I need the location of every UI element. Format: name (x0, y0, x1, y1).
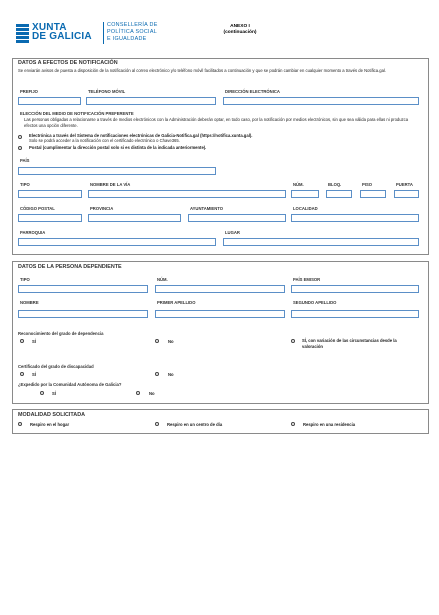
street-type-field[interactable] (18, 190, 82, 198)
first-surname-label: PRIMER APELLIDO (157, 300, 196, 305)
notification-section (12, 58, 429, 255)
respite-daycenter-label: Respiro en un centro de día (167, 422, 223, 427)
name-field[interactable] (18, 310, 148, 318)
logo-line1: XUNTA (32, 22, 67, 33)
prefix-field[interactable] (18, 97, 81, 105)
conselleria-line2: POLÍTICA SOCIAL (107, 29, 158, 35)
id-number-field[interactable] (155, 285, 285, 293)
dependency-no-label: No (168, 339, 174, 344)
radio-respite-home[interactable] (18, 422, 22, 426)
notification-intro: Se enviarán avisos de puesta a disposición de la notificación al correo electrónico y/o teléfono móvil facilitados a continuación y que se podrán cambiar en cualquier momento a través de Notifica.gal. (18, 68, 387, 73)
preferred-medium-text: Las personas obligadas a relacionarse a través de medios electrónicos con la Administración deberán optar, en todo caso, por la notificación por medios electrónicos, sin que sea válida para ellas ni produzca efectos una opción diferente. (24, 117, 409, 128)
door-label: PUERTA (396, 182, 413, 187)
radio-dependency-yes[interactable] (20, 339, 24, 343)
notification-section-title: DATOS A EFECTOS DE NOTIFICACIÓN (18, 60, 118, 66)
disability-yes-label: SÍ (32, 372, 36, 377)
street-type-label: TIPO (20, 182, 30, 187)
id-number-label: NÚM. (157, 277, 168, 282)
logo-line2: DE GALICIA (32, 31, 92, 42)
respite-residence-label: Respiro en una residencia (303, 422, 356, 427)
disability-certificate-label: Certificado del grado de discapacidad (18, 364, 94, 369)
province-label: PROVINCIA (90, 206, 114, 211)
street-name-field[interactable] (88, 190, 286, 198)
logo-divider (103, 22, 104, 44)
parish-field[interactable] (18, 238, 216, 246)
electronic-option-text: Electrónica a través del Sistema de notificaciones electrónicas de Galicia-Notifica.gal (29, 133, 199, 138)
locality-label: LOCALIDAD (293, 206, 318, 211)
modality-section-title: MODALIDAD SOLICITADA (18, 412, 85, 418)
email-label: DIRECCIÓN ELECTRÓNICA (225, 89, 280, 94)
radio-electronic[interactable] (18, 135, 22, 139)
id-type-field[interactable] (18, 285, 148, 293)
mobile-field[interactable] (86, 97, 216, 105)
conselleria-name (107, 22, 158, 43)
parish-label: PARROQUIA (20, 230, 46, 235)
block-field[interactable] (326, 190, 352, 198)
conselleria-line3: E IGUALDADE (107, 36, 147, 42)
place-label: LUGAR (225, 230, 240, 235)
floor-label: PISO (362, 182, 373, 187)
locality-field[interactable] (291, 214, 419, 222)
first-surname-field[interactable] (155, 310, 285, 318)
radio-disability-no[interactable] (155, 372, 159, 376)
second-surname-field[interactable] (291, 310, 419, 318)
disability-no-label: No (168, 372, 174, 377)
xunta-emblem-icon (15, 24, 30, 43)
postal-option-text: Postal (29, 145, 42, 150)
annex-heading (180, 24, 300, 36)
name-label: NOMBRE (20, 300, 39, 305)
door-field[interactable] (394, 190, 419, 198)
electronic-option-note: Solo se podrá acceder a la notificación con el certificado electrónico o Chave365. (29, 138, 180, 143)
xunta-logo (32, 23, 92, 41)
electronic-option-url: (https://notifica.xunta.gal). (200, 133, 253, 138)
mobile-label: TELÉFONO MÓVIL (88, 89, 126, 94)
postal-option-label (29, 145, 206, 150)
issued-galicia-label: ¿Expedido por la Comunidad Autónoma de Galicia? (18, 382, 122, 387)
annex-title: ANEXO I (230, 24, 250, 29)
block-label: BLOQ. (328, 182, 342, 187)
annex-continuation: (continuación) (223, 30, 257, 35)
country-label: PAÍS (20, 158, 30, 163)
postal-code-field[interactable] (18, 214, 82, 222)
galicia-no-label: No (149, 391, 155, 396)
issuing-country-field[interactable] (291, 285, 419, 293)
email-field[interactable] (223, 97, 419, 105)
postal-code-label: CÓDIGO POSTAL (20, 206, 55, 211)
id-type-label: TIPO (20, 277, 30, 282)
municipality-label: AYUNTAMIENTO (190, 206, 223, 211)
radio-dependency-variation[interactable] (291, 339, 295, 343)
country-field[interactable] (18, 167, 216, 175)
floor-field[interactable] (360, 190, 386, 198)
dependency-recognition-label: Reconocimiento del grado de dependencia (18, 331, 104, 336)
number-label: NÚM. (293, 182, 304, 187)
galicia-yes-label: SÍ (52, 391, 56, 396)
radio-postal[interactable] (18, 146, 22, 150)
municipality-field[interactable] (188, 214, 286, 222)
province-field[interactable] (88, 214, 181, 222)
street-name-label: NOMBRE DE LA VÍA (90, 182, 131, 187)
number-field[interactable] (291, 190, 319, 198)
issuing-country-label: PAÍS EMISOR (293, 277, 321, 282)
second-surname-label: SEGUNDO APELLIDO (293, 300, 337, 305)
radio-respite-residence[interactable] (291, 422, 295, 426)
radio-dependency-no[interactable] (155, 339, 159, 343)
respite-home-label: Respiro en el hogar (30, 422, 70, 427)
dependency-variation-label: SÍ, con variación de las circunstancias desde la valoración (302, 338, 397, 349)
dependency-yes-label: SÍ (32, 339, 36, 344)
conselleria-line1: CONSELLERÍA DE (107, 22, 158, 28)
postal-option-note: (cumplimentar la dirección postal solo si es distinta de la indicada anteriormente). (42, 145, 207, 150)
radio-galicia-no[interactable] (136, 391, 140, 395)
radio-respite-daycenter[interactable] (155, 422, 159, 426)
radio-disability-yes[interactable] (20, 372, 24, 376)
preferred-medium-label: ELECCIÓN DEL MEDIO DE NOTIFICACIÓN PREFERENTE (20, 111, 134, 116)
place-field[interactable] (223, 238, 419, 246)
prefix-label: PREFIJO (20, 89, 38, 94)
radio-galicia-yes[interactable] (40, 391, 44, 395)
dependent-section-title: DATOS DE LA PERSONA DEPENDIENTE (18, 264, 122, 270)
